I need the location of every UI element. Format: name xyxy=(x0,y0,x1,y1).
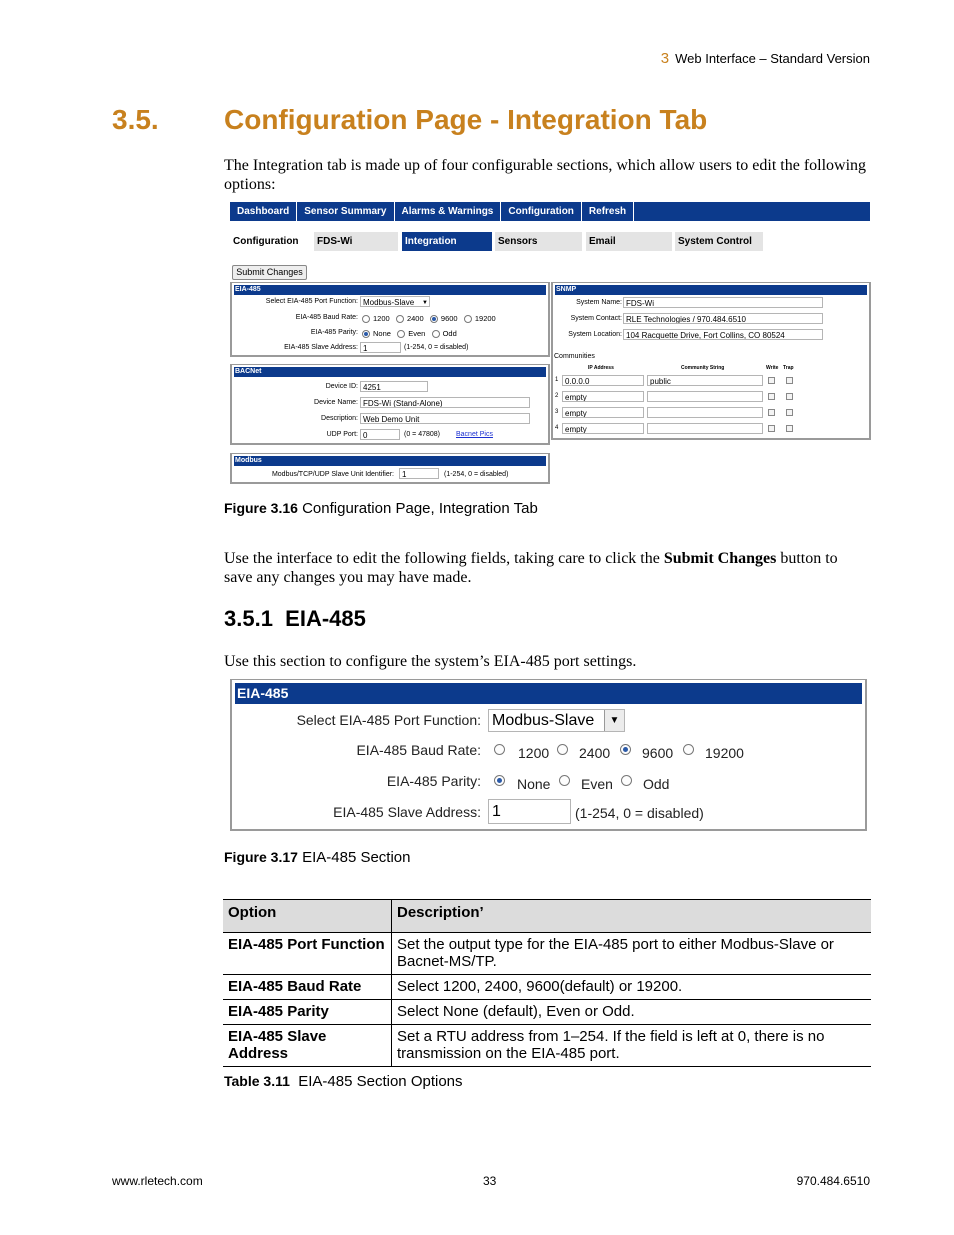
udp-port-hint: (0 = 47808) xyxy=(404,431,440,438)
slave-address-label: EIA-485 Slave Address: xyxy=(333,804,481,820)
description-cell: Set a RTU address from 1–254. If the field is left at 0, there is no transmission on the EIA-485 port. xyxy=(392,1025,872,1067)
community-row-number: 1 xyxy=(555,377,559,383)
parity-none-radio[interactable] xyxy=(362,330,370,338)
nav-sensor-summary[interactable]: Sensor Summary xyxy=(297,202,394,221)
caption-number: Figure 3.17 xyxy=(224,849,298,865)
community-trap-checkbox[interactable] xyxy=(786,377,793,384)
baud-2400-label: 2400 xyxy=(406,314,424,323)
para-text: button to save any changes you may have made. xyxy=(224,550,838,586)
device-id-input[interactable]: 4251 xyxy=(360,381,428,392)
chapter-title: Web Interface – Standard Version xyxy=(675,51,870,66)
community-row-number: 2 xyxy=(555,393,559,399)
section-number: 3.5. xyxy=(112,104,159,135)
parity-options xyxy=(362,329,457,338)
tab-system-control[interactable]: System Control xyxy=(675,232,763,251)
option-cell: EIA-485 Port Function xyxy=(223,933,392,975)
community-string-input[interactable] xyxy=(647,391,763,402)
community-string-input[interactable] xyxy=(647,407,763,418)
slave-address-hint: (1-254, 0 = disabled) xyxy=(404,344,469,351)
chapter-number: 3 xyxy=(660,50,670,67)
system-contact-input[interactable]: RLE Technologies / 970.484.6510 xyxy=(623,313,823,324)
description-cell: Select None (default), Even or Odd. xyxy=(392,1000,872,1025)
port-function-value: Modbus-Slave xyxy=(363,298,415,307)
port-function-value: Modbus-Slave xyxy=(492,712,595,729)
table-row xyxy=(223,1000,871,1025)
udp-port-label: UDP Port: xyxy=(326,431,358,438)
slave-unit-label: Modbus/TCP/UDP Slave Unit Identifier: xyxy=(271,471,394,478)
description-cell: Set the output type for the EIA-485 port to either Modbus-Slave or Bacnet-MS/TP. xyxy=(392,933,872,975)
baud-19200-radio[interactable] xyxy=(683,744,694,755)
bacnet-pics-link[interactable]: Bacnet Pics xyxy=(456,431,493,438)
caption-text: EIA-485 Section Options xyxy=(298,1073,463,1090)
table-3-11-caption xyxy=(224,1073,463,1090)
slave-address-input[interactable]: 1 xyxy=(360,342,401,353)
system-contact-label: System Contact: xyxy=(570,315,622,322)
parity-odd-radio[interactable] xyxy=(432,330,440,338)
footer-website: www.rletech.com xyxy=(112,1174,203,1188)
system-location-label: System Location: xyxy=(568,331,622,338)
community-ip-input[interactable]: 0.0.0.0 xyxy=(562,375,644,386)
table-row xyxy=(223,933,871,975)
option-cell: EIA-485 Parity xyxy=(223,1000,392,1025)
baud-rate-options xyxy=(362,314,496,323)
header-description: Description’ xyxy=(392,900,872,933)
parity-odd-label: Odd xyxy=(643,776,670,792)
baud-19200-label: 19200 xyxy=(474,314,496,323)
subsection-title: EIA-485 xyxy=(285,606,366,631)
section-heading xyxy=(112,104,708,136)
slave-address-label: EIA-485 Slave Address: xyxy=(284,344,358,351)
description-label: Description: xyxy=(321,415,358,422)
tab-fds-wi[interactable]: FDS-Wi xyxy=(314,232,398,251)
eia-panel-title: EIA-485 xyxy=(234,285,546,295)
slave-address-hint: (1-254, 0 = disabled) xyxy=(575,805,704,821)
option-cell: EIA-485 Slave Address xyxy=(223,1025,392,1067)
option-cell: EIA-485 Baud Rate xyxy=(223,975,392,1000)
footer-page-number: 33 xyxy=(483,1174,497,1188)
subsection-heading xyxy=(224,606,366,632)
nav-refresh[interactable]: Refresh xyxy=(582,202,634,221)
snmp-panel xyxy=(551,282,871,440)
parity-label: EIA-485 Parity: xyxy=(386,773,481,789)
header-option: Option xyxy=(223,900,392,933)
tab-heading: Configuration xyxy=(233,236,299,247)
tab-sensors[interactable]: Sensors xyxy=(495,232,582,251)
community-ip-input[interactable]: empty xyxy=(562,391,644,402)
device-id-label: Device ID: xyxy=(325,383,358,390)
slave-unit-input[interactable]: 1 xyxy=(399,468,439,479)
port-function-select[interactable] xyxy=(360,296,430,307)
figure-3-16-caption xyxy=(224,500,538,517)
tab-email[interactable]: Email xyxy=(586,232,672,251)
port-function-label: Select EIA-485 Port Function: xyxy=(265,298,358,305)
chevron-down-icon: ▼ xyxy=(422,300,428,306)
section-title: Configuration Page - Integration Tab xyxy=(224,104,708,135)
col-ip-address: IP Address xyxy=(588,365,614,371)
communities-label: Communities xyxy=(554,353,595,360)
baud-9600-radio[interactable] xyxy=(430,315,438,323)
col-trap: Trap xyxy=(783,365,794,371)
table-row xyxy=(223,975,871,1000)
table-header-row xyxy=(223,900,871,933)
submit-instructions-paragraph xyxy=(224,549,870,587)
device-name-input[interactable]: FDS-Wi (Stand-Alone) xyxy=(360,397,530,408)
caption-text: EIA-485 Section xyxy=(302,849,411,866)
community-trap-checkbox[interactable] xyxy=(786,409,793,416)
baud-rate-label: EIA-485 Baud Rate: xyxy=(356,742,481,758)
slave-unit-hint: (1-254, 0 = disabled) xyxy=(444,471,509,478)
community-string-input[interactable] xyxy=(647,423,763,434)
baud-1200-radio[interactable] xyxy=(362,315,370,323)
community-row-number: 4 xyxy=(555,425,559,431)
baud-9600-radio[interactable] xyxy=(620,744,631,755)
community-write-checkbox[interactable] xyxy=(768,393,775,400)
description-cell: Select 1200, 2400, 9600(default) or 19200. xyxy=(392,975,872,1000)
eia-485-panel xyxy=(230,282,550,357)
modbus-panel-title: Modbus xyxy=(234,456,546,466)
slave-address-input[interactable]: 1 xyxy=(488,799,571,824)
parity-none-radio[interactable] xyxy=(494,775,505,786)
community-write-checkbox[interactable] xyxy=(768,425,775,432)
intro-paragraph: The Integration tab is made up of four configurable sections, which allow users to edit the following options: xyxy=(224,157,867,193)
integration-tab-screenshot xyxy=(228,200,871,485)
description-input[interactable]: Web Demo Unit xyxy=(360,413,530,424)
modbus-panel xyxy=(230,453,550,484)
parity-even-radio[interactable] xyxy=(559,775,570,786)
col-write: Write xyxy=(766,365,779,371)
caption-number: Table 3.11 xyxy=(224,1073,290,1089)
parity-odd-radio[interactable] xyxy=(621,775,632,786)
tab-integration[interactable]: Integration xyxy=(402,232,492,251)
bacnet-panel xyxy=(230,364,550,445)
parity-even-label: Even xyxy=(581,776,613,792)
para-bold: Submit Changes xyxy=(663,550,777,567)
baud-rate-label: EIA-485 Baud Rate: xyxy=(295,314,358,321)
parity-none-label: None xyxy=(373,329,391,338)
top-nav xyxy=(230,202,870,221)
parity-label: EIA-485 Parity: xyxy=(310,329,358,336)
system-name-input[interactable]: FDS-Wi xyxy=(623,297,823,308)
community-write-checkbox[interactable] xyxy=(768,377,775,384)
nav-configuration[interactable]: Configuration xyxy=(501,202,582,221)
nav-alarms-warnings[interactable]: Alarms & Warnings xyxy=(395,202,502,221)
col-community-string: Community String xyxy=(681,365,725,371)
port-function-label: Select EIA-485 Port Function: xyxy=(296,712,481,728)
parity-even-radio[interactable] xyxy=(397,330,405,338)
snmp-panel-title: SNMP xyxy=(555,285,867,295)
chevron-down-icon[interactable]: ▼ xyxy=(604,710,624,731)
bacnet-panel-title: BACNet xyxy=(234,367,546,377)
community-string-input[interactable]: public xyxy=(647,375,763,386)
device-name-label: Device Name: xyxy=(314,399,358,406)
port-function-select[interactable] xyxy=(488,709,625,732)
baud-19200-radio[interactable] xyxy=(464,315,472,323)
eia-panel-title: EIA-485 xyxy=(235,683,862,704)
community-ip-input[interactable]: empty xyxy=(562,407,644,418)
running-header xyxy=(661,50,870,67)
figure-3-17-caption xyxy=(224,849,411,866)
system-name-label: System Name: xyxy=(576,299,622,306)
baud-1200-label: 1200 xyxy=(518,745,550,761)
subsection-number: 3.5.1 xyxy=(224,606,273,631)
eia-intro-paragraph: Use this section to configure the system’s EIA-485 port settings. xyxy=(224,653,637,670)
parity-even-label: Even xyxy=(408,329,426,338)
parity-odd-label: Odd xyxy=(442,329,457,338)
community-write-checkbox[interactable] xyxy=(768,409,775,416)
community-row-number: 3 xyxy=(555,409,559,415)
eia-485-options-table xyxy=(223,899,871,1067)
baud-2400-radio[interactable] xyxy=(396,315,404,323)
system-location-input[interactable]: 104 Racquette Drive, Fort Collins, CO 80524 xyxy=(623,329,823,340)
baud-2400-label: 2400 xyxy=(579,745,611,761)
community-trap-checkbox[interactable] xyxy=(786,393,793,400)
community-ip-input[interactable]: empty xyxy=(562,423,644,434)
parity-none-label: None xyxy=(517,776,551,792)
para-text: Use the interface to edit the following fields, taking care to click the xyxy=(224,550,664,567)
baud-9600-label: 9600 xyxy=(642,745,674,761)
baud-9600-label: 9600 xyxy=(440,314,458,323)
caption-text: Configuration Page, Integration Tab xyxy=(302,500,538,517)
baud-1200-radio[interactable] xyxy=(494,744,505,755)
community-trap-checkbox[interactable] xyxy=(786,425,793,432)
submit-changes-button[interactable]: Submit Changes xyxy=(232,265,307,280)
baud-2400-radio[interactable] xyxy=(557,744,568,755)
baud-19200-label: 19200 xyxy=(705,745,744,761)
eia-485-screenshot xyxy=(230,679,867,831)
baud-1200-label: 1200 xyxy=(373,314,390,323)
footer-phone: 970.484.6510 xyxy=(796,1174,870,1188)
caption-number: Figure 3.16 xyxy=(224,500,298,516)
table-row xyxy=(223,1025,871,1067)
nav-dashboard[interactable]: Dashboard xyxy=(230,202,297,221)
udp-port-input[interactable]: 0 xyxy=(360,429,400,440)
